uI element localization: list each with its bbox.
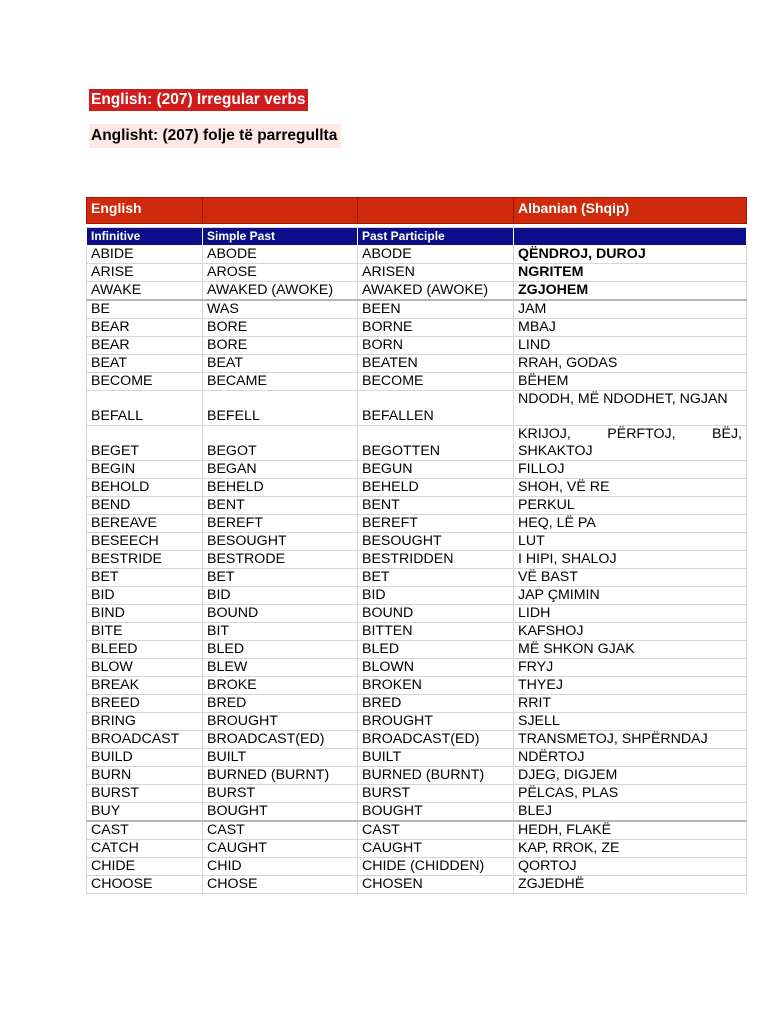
table-row [87,695,747,713]
infinitive-cell: BE [87,300,203,319]
table-row [87,533,747,551]
infinitive-cell: BEND [87,497,203,515]
table-row [87,479,747,497]
infinitive-cell: BUY [87,803,203,822]
infinitive-cell: BET [87,569,203,587]
simple-past-cell: BORE [203,337,358,355]
past-participle-cell: CHIDE (CHIDDEN) [358,858,514,876]
infinitive-cell: BUILD [87,749,203,767]
infinitive-cell: BIND [87,605,203,623]
albanian-cell: MË SHKON GJAK [514,641,747,659]
simple-past-cell: BET [203,569,358,587]
albanian-cell: I HIPI, SHALOJ [514,551,747,569]
simple-past-cell: BROUGHT [203,713,358,731]
simple-past-cell: BIT [203,623,358,641]
albanian-cell: ZGJOHEM [514,282,747,301]
albanian-cell: QORTOJ [514,858,747,876]
simple-past-cell: BLED [203,641,358,659]
table-row [87,659,747,677]
document-title-english: English: (207) Irregular verbs [89,89,308,111]
past-participle-cell: BROUGHT [358,713,514,731]
table-row [87,300,747,319]
past-participle-cell: AWAKED (AWOKE) [358,282,514,301]
simple-past-cell: BOUGHT [203,803,358,822]
table-row [87,426,747,461]
past-participle-cell: BRED [358,695,514,713]
simple-past-cell: ABODE [203,246,358,264]
albanian-cell: LIND [514,337,747,355]
past-participle-cell: BLED [358,641,514,659]
table-row [87,587,747,605]
table-row [87,623,747,641]
infinitive-cell: BID [87,587,203,605]
albanian-cell: RRIT [514,695,747,713]
simple-past-cell: BUILT [203,749,358,767]
infinitive-cell: ABIDE [87,246,203,264]
infinitive-cell: AWAKE [87,282,203,301]
column-header-row [87,228,747,246]
table-row [87,641,747,659]
past-participle-cell: BID [358,587,514,605]
simple-past-cell: BROADCAST(ED) [203,731,358,749]
simple-past-cell: CHID [203,858,358,876]
past-participle-cell: BURNED (BURNT) [358,767,514,785]
past-participle-cell: ABODE [358,246,514,264]
albanian-cell: FILLOJ [514,461,747,479]
albanian-cell: KRIJOJ, PËRFTOJ, BËJ, SHKAKTOJ [514,426,747,461]
albanian-cell: JAM [514,300,747,319]
simple-past-cell: WAS [203,300,358,319]
infinitive-cell: CHOOSE [87,876,203,894]
group-header-empty-1 [203,198,358,224]
irregular-verbs-table [86,197,747,894]
past-participle-cell: BROADCAST(ED) [358,731,514,749]
past-participle-cell: BEEN [358,300,514,319]
albanian-cell: RRAH, GODAS [514,355,747,373]
albanian-cell: PERKUL [514,497,747,515]
simple-past-cell: BEFELL [203,391,358,426]
albanian-cell: LUT [514,533,747,551]
column-header-past-participle: Past Participle [358,228,514,246]
albanian-cell: ZGJEDHË [514,876,747,894]
infinitive-cell: BEGIN [87,461,203,479]
infinitive-cell: BESTRIDE [87,551,203,569]
past-participle-cell: BENT [358,497,514,515]
simple-past-cell: BECAME [203,373,358,391]
past-participle-cell: BROKEN [358,677,514,695]
albanian-cell: NDODH, MË NDODHET, NGJAN [514,391,747,426]
table-row [87,858,747,876]
group-header-albanian: Albanian (Shqip) [514,198,747,224]
albanian-cell: HEQ, LË PA [514,515,747,533]
simple-past-cell: AROSE [203,264,358,282]
albanian-cell: THYEJ [514,677,747,695]
table-row [87,246,747,264]
table-row [87,569,747,587]
past-participle-cell: BECOME [358,373,514,391]
infinitive-cell: BEFALL [87,391,203,426]
albanian-cell: NGRITEM [514,264,747,282]
infinitive-cell: BITE [87,623,203,641]
infinitive-cell: BEREAVE [87,515,203,533]
table-row [87,731,747,749]
table-row [87,749,747,767]
simple-past-cell: BURST [203,785,358,803]
table-row [87,605,747,623]
table-row [87,876,747,894]
simple-past-cell: BROKE [203,677,358,695]
infinitive-cell: BESEECH [87,533,203,551]
albanian-cell: MBAJ [514,319,747,337]
past-participle-cell: BURST [358,785,514,803]
past-participle-cell: CAST [358,821,514,840]
infinitive-cell: BREAK [87,677,203,695]
albanian-cell: LIDH [514,605,747,623]
past-participle-cell: CHOSEN [358,876,514,894]
table-row [87,497,747,515]
past-participle-cell: BEGOTTEN [358,426,514,461]
albanian-cell: PËLCAS, PLAS [514,785,747,803]
group-header-english: English [87,198,203,224]
simple-past-cell: BOUND [203,605,358,623]
infinitive-cell: BLEED [87,641,203,659]
infinitive-cell: BREED [87,695,203,713]
albanian-cell: QËNDROJ, DUROJ [514,246,747,264]
albanian-cell: BËHEM [514,373,747,391]
past-participle-cell: BET [358,569,514,587]
albanian-cell: BLEJ [514,803,747,822]
infinitive-cell: BEAR [87,337,203,355]
albanian-cell: JAP ÇMIMIN [514,587,747,605]
column-header-simple-past: Simple Past [203,228,358,246]
past-participle-cell: BEFALLEN [358,391,514,426]
infinitive-cell: BURST [87,785,203,803]
albanian-cell: NDËRTOJ [514,749,747,767]
past-participle-cell: BEHELD [358,479,514,497]
past-participle-cell: BORN [358,337,514,355]
column-header-translation [514,228,747,246]
past-participle-cell: CAUGHT [358,840,514,858]
simple-past-cell: CAUGHT [203,840,358,858]
simple-past-cell: BURNED (BURNT) [203,767,358,785]
infinitive-cell: BECOME [87,373,203,391]
simple-past-cell: BEGAN [203,461,358,479]
infinitive-cell: BEAT [87,355,203,373]
group-header-empty-2 [358,198,514,224]
table-row [87,840,747,858]
table-row [87,373,747,391]
document-title-albanian: Anglisht: (207) folje të parregullta [89,124,341,148]
infinitive-cell: BRING [87,713,203,731]
infinitive-cell: CATCH [87,840,203,858]
albanian-cell: SJELL [514,713,747,731]
albanian-cell: DJEG, DIGJEM [514,767,747,785]
albanian-cell: KAP, RROK, ZE [514,840,747,858]
table-row [87,282,747,301]
albanian-cell: FRYJ [514,659,747,677]
infinitive-cell: BURN [87,767,203,785]
infinitive-cell: BEAR [87,319,203,337]
albanian-cell: SHOH, VË RE [514,479,747,497]
simple-past-cell: BESOUGHT [203,533,358,551]
simple-past-cell: AWAKED (AWOKE) [203,282,358,301]
table-row [87,515,747,533]
past-participle-cell: BUILT [358,749,514,767]
past-participle-cell: BITTEN [358,623,514,641]
table-row [87,785,747,803]
simple-past-cell: BESTRODE [203,551,358,569]
simple-past-cell: BEREFT [203,515,358,533]
simple-past-cell: BEGOT [203,426,358,461]
albanian-cell: HEDH, FLAKË [514,821,747,840]
table-row [87,337,747,355]
table-row [87,821,747,840]
table-row [87,713,747,731]
simple-past-cell: BORE [203,319,358,337]
albanian-cell: VË BAST [514,569,747,587]
table-row [87,391,747,426]
table-row [87,551,747,569]
simple-past-cell: BENT [203,497,358,515]
past-participle-cell: BORNE [358,319,514,337]
past-participle-cell: BESTRIDDEN [358,551,514,569]
past-participle-cell: BLOWN [358,659,514,677]
past-participle-cell: BOUND [358,605,514,623]
simple-past-cell: CAST [203,821,358,840]
column-header-infinitive: Infinitive [87,228,203,246]
albanian-cell: KAFSHOJ [514,623,747,641]
group-header-row [87,198,747,224]
table-row [87,803,747,822]
simple-past-cell: BRED [203,695,358,713]
past-participle-cell: BEGUN [358,461,514,479]
past-participle-cell: BEREFT [358,515,514,533]
simple-past-cell: BID [203,587,358,605]
simple-past-cell: BEHELD [203,479,358,497]
infinitive-cell: BROADCAST [87,731,203,749]
past-participle-cell: BESOUGHT [358,533,514,551]
past-participle-cell: BEATEN [358,355,514,373]
table-row [87,767,747,785]
past-participle-cell: BOUGHT [358,803,514,822]
past-participle-cell: ARISEN [358,264,514,282]
albanian-cell: TRANSMETOJ, SHPËRNDAJ [514,731,747,749]
table-row [87,319,747,337]
table-row [87,355,747,373]
table-row [87,461,747,479]
infinitive-cell: BLOW [87,659,203,677]
infinitive-cell: CHIDE [87,858,203,876]
infinitive-cell: CAST [87,821,203,840]
simple-past-cell: BLEW [203,659,358,677]
simple-past-cell: CHOSE [203,876,358,894]
table-row [87,264,747,282]
infinitive-cell: BEHOLD [87,479,203,497]
table-row [87,677,747,695]
simple-past-cell: BEAT [203,355,358,373]
infinitive-cell: BEGET [87,426,203,461]
infinitive-cell: ARISE [87,264,203,282]
